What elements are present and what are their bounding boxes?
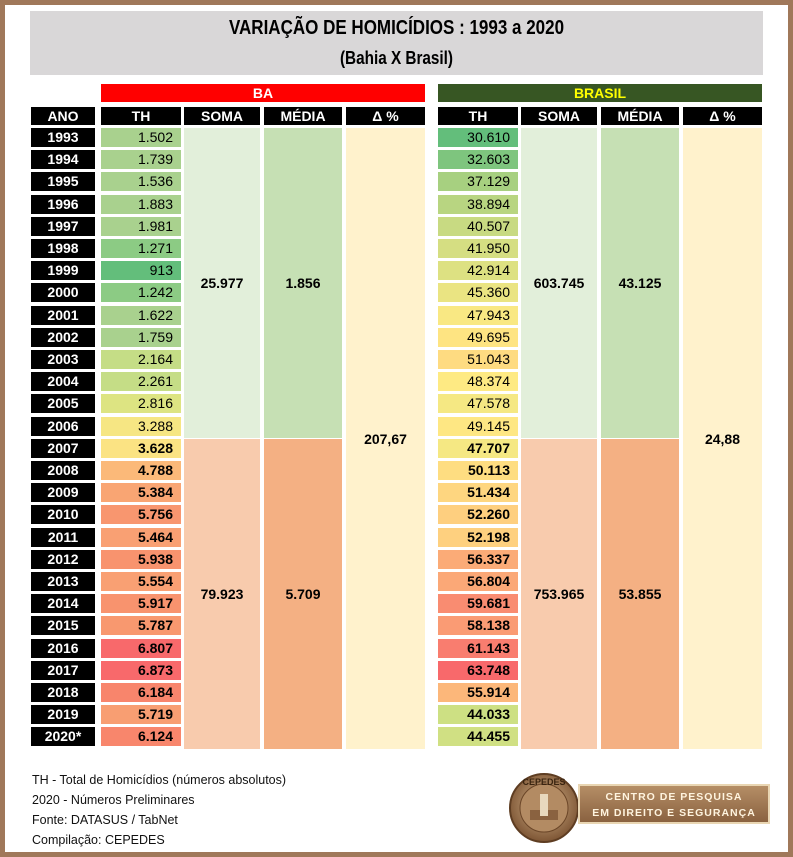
- ba-th-cell: 5.719: [101, 705, 181, 724]
- br-th-cell: 42.914: [438, 261, 518, 280]
- year-cell: 2013: [31, 572, 95, 591]
- ba-th-cell: 6.807: [101, 639, 181, 658]
- year-cell: 1993: [31, 128, 95, 147]
- ba-media-2007-2020: [264, 439, 342, 749]
- br-th-cell: 49.145: [438, 417, 518, 436]
- ba-th-cell: 5.756: [101, 505, 181, 524]
- year-cell: 2018: [31, 683, 95, 702]
- year-cell: 2014: [31, 594, 95, 613]
- ba-media-2: 5.709: [285, 586, 321, 602]
- year-cell: 1999: [31, 261, 95, 280]
- ba-th-cell: 1.883: [101, 195, 181, 214]
- ba-th-cell: 1.981: [101, 217, 181, 236]
- br-th-cell: 48.374: [438, 372, 518, 391]
- br-media-1: 43.125: [618, 275, 662, 291]
- header-br-th: TH: [438, 107, 518, 125]
- br-th-cell: 55.914: [438, 683, 518, 702]
- logo-line-1: CENTRO DE PESQUISA: [605, 791, 743, 803]
- br-media-2: 53.855: [618, 586, 662, 602]
- br-th-cell: 38.894: [438, 195, 518, 214]
- footnotes: [32, 770, 286, 850]
- ba-th-cell: 1.242: [101, 283, 181, 302]
- year-cell: 2002: [31, 328, 95, 347]
- br-th-cell: 37.129: [438, 172, 518, 191]
- br-media-1993-2006: [601, 128, 679, 438]
- br-th-cell: 40.507: [438, 217, 518, 236]
- br-th-cell: 45.360: [438, 283, 518, 302]
- br-th-cell: 47.578: [438, 394, 518, 413]
- year-cell: 2007: [31, 439, 95, 458]
- br-th-cell: 51.043: [438, 350, 518, 369]
- ba-th-cell: 2.164: [101, 350, 181, 369]
- br-th-cell: 32.603: [438, 150, 518, 169]
- year-cell: 2003: [31, 350, 95, 369]
- br-soma-1993-2006: [521, 128, 597, 438]
- ba-delta: 207,67: [364, 430, 407, 447]
- ba-th-cell: 2.816: [101, 394, 181, 413]
- header-br-soma: SOMA: [521, 107, 597, 125]
- ba-th-cell: 5.787: [101, 616, 181, 635]
- ba-th-cell: 3.288: [101, 417, 181, 436]
- ba-th-cell: 1.502: [101, 128, 181, 147]
- header-ba-media: MÉDIA: [264, 107, 342, 125]
- header-ba-soma: SOMA: [184, 107, 260, 125]
- year-cell: 2012: [31, 550, 95, 569]
- year-cell: 2010: [31, 505, 95, 524]
- ba-th-cell: 1.271: [101, 239, 181, 258]
- note-compilation: Compilação: CEPEDES: [32, 833, 165, 847]
- ba-media-1993-2006: [264, 128, 342, 438]
- br-th-cell: 49.695: [438, 328, 518, 347]
- page-title: VARIAÇÃO DE HOMICÍDIOS : 1993 a 2020: [228, 17, 565, 39]
- logo-text-box: [578, 784, 770, 824]
- header-br-media: MÉDIA: [601, 107, 679, 125]
- br-delta: 24,88: [704, 430, 741, 447]
- logo-line-2: EM DIREITO E SEGURANÇA: [592, 807, 756, 819]
- header-ba-th: TH: [101, 107, 181, 125]
- ba-th-cell: 3.628: [101, 439, 181, 458]
- br-media-2007-2020: [601, 439, 679, 749]
- ba-soma-2: 79.923: [200, 586, 244, 602]
- note-th: TH - Total de Homicídios (números absolutos): [32, 773, 287, 787]
- ba-delta-block: [346, 128, 425, 749]
- br-th-cell: 44.033: [438, 705, 518, 724]
- ba-th-cell: 6.124: [101, 727, 181, 746]
- header-ba-delta: Δ %: [346, 107, 425, 125]
- cepedes-logo: [506, 770, 768, 842]
- ba-soma-1: 25.977: [200, 275, 244, 291]
- br-th-cell: 41.950: [438, 239, 518, 258]
- year-cell: 1994: [31, 150, 95, 169]
- br-th-cell: 56.337: [438, 550, 518, 569]
- header-ano: ANO: [31, 107, 95, 125]
- ba-th-cell: 4.788: [101, 461, 181, 480]
- year-cell: 1998: [31, 239, 95, 258]
- ba-media-1: 1.856: [285, 275, 321, 291]
- year-cell: 2015: [31, 616, 95, 635]
- ba-th-cell: 5.917: [101, 594, 181, 613]
- br-th-cell: 51.434: [438, 483, 518, 502]
- ba-th-cell: 5.464: [101, 528, 181, 547]
- br-delta-block: [683, 128, 762, 749]
- cepedes-seal-icon: [506, 770, 586, 850]
- year-cell: 2011: [31, 528, 95, 547]
- year-cell: 2017: [31, 661, 95, 680]
- ba-th-cell: 5.384: [101, 483, 181, 502]
- br-th-cell: 58.138: [438, 616, 518, 635]
- br-soma-2007-2020: [521, 439, 597, 749]
- year-cell: 2005: [31, 394, 95, 413]
- ba-band: BA: [101, 84, 425, 102]
- year-cell: 2020*: [31, 727, 95, 746]
- page-subtitle: (Bahia X Brasil): [339, 48, 454, 68]
- year-cell: 2008: [31, 461, 95, 480]
- brasil-band: BRASIL: [438, 84, 762, 102]
- year-cell: 2009: [31, 483, 95, 502]
- header-br-delta: Δ %: [683, 107, 762, 125]
- year-cell: 2016: [31, 639, 95, 658]
- year-cell: 1995: [31, 172, 95, 191]
- ba-th-cell: 5.938: [101, 550, 181, 569]
- ba-th-cell: 6.184: [101, 683, 181, 702]
- ba-soma-1993-2006: [184, 128, 260, 438]
- br-th-cell: 30.610: [438, 128, 518, 147]
- br-soma-2: 753.965: [533, 586, 585, 602]
- ba-th-cell: 2.261: [101, 372, 181, 391]
- ba-th-cell: 913: [101, 261, 181, 280]
- br-th-cell: 47.943: [438, 306, 518, 325]
- title-box: [30, 11, 763, 75]
- ba-th-cell: 1.536: [101, 172, 181, 191]
- br-th-cell: 50.113: [438, 461, 518, 480]
- br-th-cell: 56.804: [438, 572, 518, 591]
- year-cell: 2004: [31, 372, 95, 391]
- year-cell: 2019: [31, 705, 95, 724]
- br-th-cell: 59.681: [438, 594, 518, 613]
- ba-th-cell: 6.873: [101, 661, 181, 680]
- note-2020: 2020 - Números Preliminares: [32, 793, 195, 807]
- year-cell: 1996: [31, 195, 95, 214]
- note-source: Fonte: DATASUS / TabNet: [32, 813, 178, 827]
- ba-th-cell: 1.739: [101, 150, 181, 169]
- br-th-cell: 61.143: [438, 639, 518, 658]
- year-cell: 1997: [31, 217, 95, 236]
- seal-text: CEPEDES: [522, 777, 566, 787]
- br-th-cell: 52.260: [438, 505, 518, 524]
- ba-th-cell: 5.554: [101, 572, 181, 591]
- br-th-cell: 63.748: [438, 661, 518, 680]
- br-th-cell: 52.198: [438, 528, 518, 547]
- br-th-cell: 47.707: [438, 439, 518, 458]
- ba-soma-2007-2020: [184, 439, 260, 749]
- year-cell: 2000: [31, 283, 95, 302]
- ba-th-cell: 1.622: [101, 306, 181, 325]
- br-soma-1: 603.745: [533, 275, 585, 291]
- ba-th-cell: 1.759: [101, 328, 181, 347]
- br-th-cell: 44.455: [438, 727, 518, 746]
- year-cell: 2001: [31, 306, 95, 325]
- year-cell: 2006: [31, 417, 95, 436]
